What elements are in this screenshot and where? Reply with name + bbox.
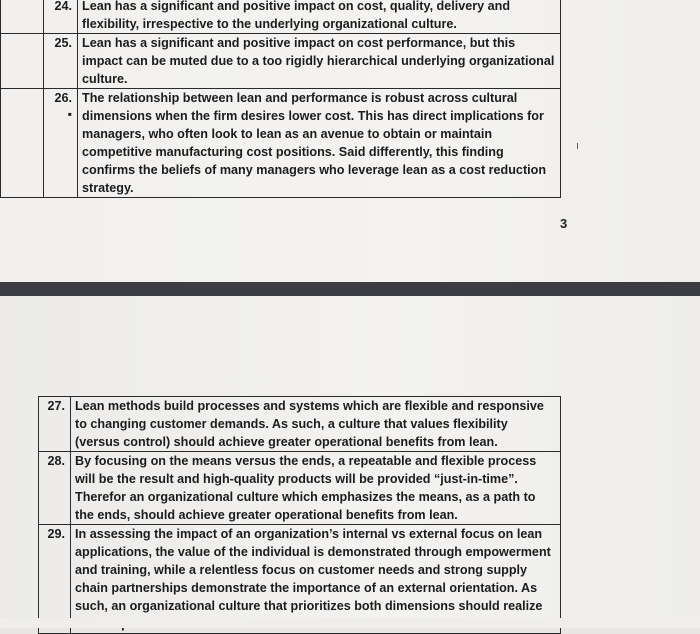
table-row xyxy=(1,34,561,89)
page-separator xyxy=(0,282,700,296)
pen-mark: ı xyxy=(576,140,580,152)
row-number: 24. xyxy=(44,0,78,34)
row-number: 28. xyxy=(39,452,71,525)
statement-text: In assessing the impact of an organization’s internal vs external focus on lean applications, the value of the individual is demonstrated through empowerment and training, while a relentless focus on customer needs and strong supply chain partnerships demonstrate the importance of an external orientation. As such, an organizational culture that prioritizes both dimensions should realize xyxy=(71,525,561,634)
statements-table-lower xyxy=(38,396,561,634)
statement-text: By focusing on the means versus the ends, a repeatable and flexible process will be the result and high-quality products will be provided “just-in-time”. Therefor an organizational culture which emphasizes the means, as a path to the ends, should achieve greater operational benefits from lean. xyxy=(71,452,561,525)
statement-text: Lean methods build processes and systems which are flexible and responsive to changing customer demands. As such, a culture that values flexibility (versus control) should achieve greater operational benefits from lean. xyxy=(71,397,561,452)
table-row xyxy=(1,89,561,198)
statement-text: The relationship between lean and performance is robust across cultural dimensions when the firm desires lower cost. This has direct implications for managers, who often look to lean as an avenue to obtain or maintain competitive manufacturing cost positions. Said differently, this finding confirms the beliefs of many managers who leverage lean as a cost reduction strategy. xyxy=(78,89,561,198)
row-number: 25. xyxy=(44,34,78,89)
statement-text: Lean has a significant and positive impact on cost, quality, delivery and flexibility, irrespective to the underlying organizational culture. xyxy=(78,0,561,34)
table-row xyxy=(39,397,561,452)
photo-bottom-edge xyxy=(0,618,700,628)
bullet-mark: ▪ xyxy=(67,107,72,121)
page-upper xyxy=(0,0,700,282)
row-number: 26. xyxy=(54,91,72,105)
page-number: 3 xyxy=(560,216,568,231)
row-number: 27. xyxy=(39,397,71,452)
table-row xyxy=(39,452,561,525)
statement-text: Lean has a significant and positive impact on cost performance, but this impact can be muted due to a too rigidly hierarchical underlying organizational culture. xyxy=(78,34,561,89)
statements-table-upper xyxy=(0,0,561,198)
row-number: 29. xyxy=(39,525,71,634)
table-row xyxy=(1,0,561,34)
